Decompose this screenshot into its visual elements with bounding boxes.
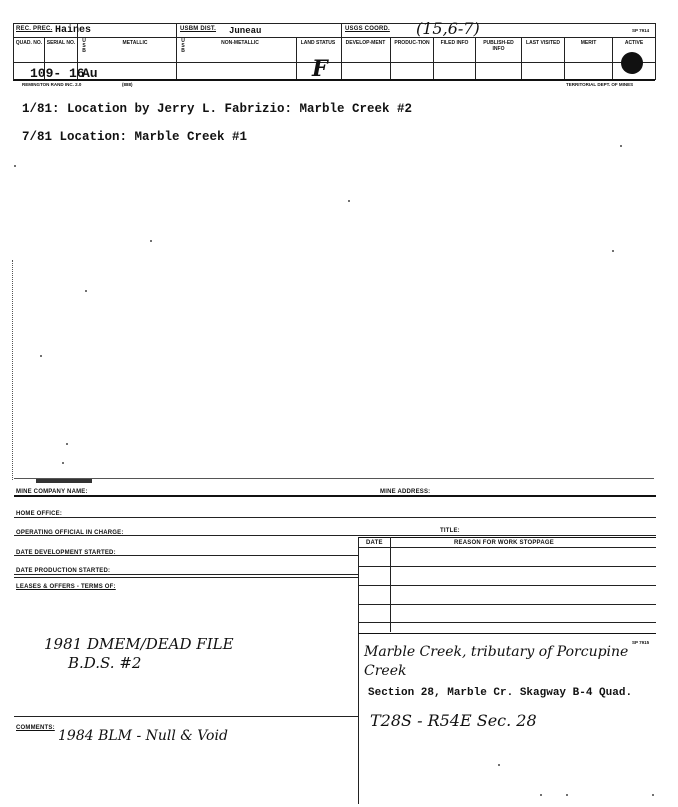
title-label: TITLE: <box>440 528 460 534</box>
col-merit: MERIT <box>580 40 597 46</box>
land-status-mark: F <box>312 56 328 82</box>
col-usb: U S B <box>82 38 86 54</box>
footer-right: TERRITORIAL DEPT. OF MINES <box>566 82 634 87</box>
record-quad-serial: 109- 16 <box>30 66 85 81</box>
col-production: PRODUC-TION <box>394 40 430 46</box>
leases-handwritten-2: B.D.S. #2 <box>68 654 142 672</box>
note-line-1: 1/81: Location by Jerry L. Fabrizio: Marble Creek #2 <box>22 102 413 116</box>
rec-prec-value: Haines <box>55 25 92 36</box>
date-dev-label: DATE DEVELOPMENT STARTED: <box>16 550 116 556</box>
mine-company-label: MINE COMPANY NAME: <box>16 489 88 495</box>
col-active: ACTIVE <box>624 40 644 46</box>
col-non-metallic: NON-METALLIC <box>221 40 259 46</box>
col-usb-2: U S B <box>181 38 185 54</box>
scribble-mark <box>36 479 92 483</box>
col-development: DEVELOP-MENT <box>345 40 386 46</box>
reason-label: REASON FOR WORK STOPPAGE <box>454 540 554 546</box>
col-last-visited: LAST VISITED <box>526 40 560 46</box>
note-line-2: 7/81 Location: Marble Creek #1 <box>22 130 248 144</box>
footer-left: REMINGTON RAND INC. 2.0 <box>22 82 82 87</box>
leases-handwritten-1: 1981 DMEM/DEAD FILE <box>44 635 234 653</box>
home-office-label: HOME OFFICE: <box>16 511 63 517</box>
leases-label: LEASES & OFFERS - TERMS OF: <box>16 584 116 590</box>
form-number: SP 7914 <box>632 28 650 33</box>
comments-label: COMMENTS: <box>16 725 55 731</box>
footer-mid: (888) <box>122 82 133 87</box>
col-land-status: LAND STATUS <box>300 40 336 46</box>
location-handwritten-2: Creek <box>364 663 407 679</box>
active-dot-icon <box>621 52 643 74</box>
location-typed: Section 28, Marble Cr. Skagway B-4 Quad. <box>368 687 633 699</box>
usbm-dist-label: USBM DIST. <box>180 26 217 32</box>
col-quad-no: QUAD. NO. <box>15 40 43 46</box>
date-prod-label: DATE PRODUCTION STARTED: <box>16 568 111 574</box>
location-handwritten-3: T28S - R54E Sec. 28 <box>370 711 537 730</box>
col-published-info: PUBLISH-ED INFO <box>483 40 514 52</box>
usbm-dist-value: Juneau <box>229 26 262 36</box>
form-number-2: SP 7915 <box>632 640 650 645</box>
col-metallic: METALLIC <box>122 40 148 46</box>
rec-prec-label: REC. PREC. <box>16 26 53 32</box>
record-metallic: Au <box>82 66 98 81</box>
operating-official-label: OPERATING OFFICIAL IN CHARGE: <box>16 530 124 536</box>
comments-handwritten: 1984 BLM - Null & Void <box>58 728 228 744</box>
mine-address-label: MINE ADDRESS: <box>380 489 431 495</box>
col-serial-no: SERIAL NO. <box>46 40 76 46</box>
location-handwritten-1: Marble Creek, tributary of Porcupine <box>364 644 629 660</box>
col-filed-info: FILED INFO <box>440 40 469 46</box>
usgs-coord-value: (15,6-7) <box>416 19 480 38</box>
date-col-label: DATE <box>366 540 383 546</box>
usgs-coord-label: USGS COORD. <box>345 26 390 32</box>
